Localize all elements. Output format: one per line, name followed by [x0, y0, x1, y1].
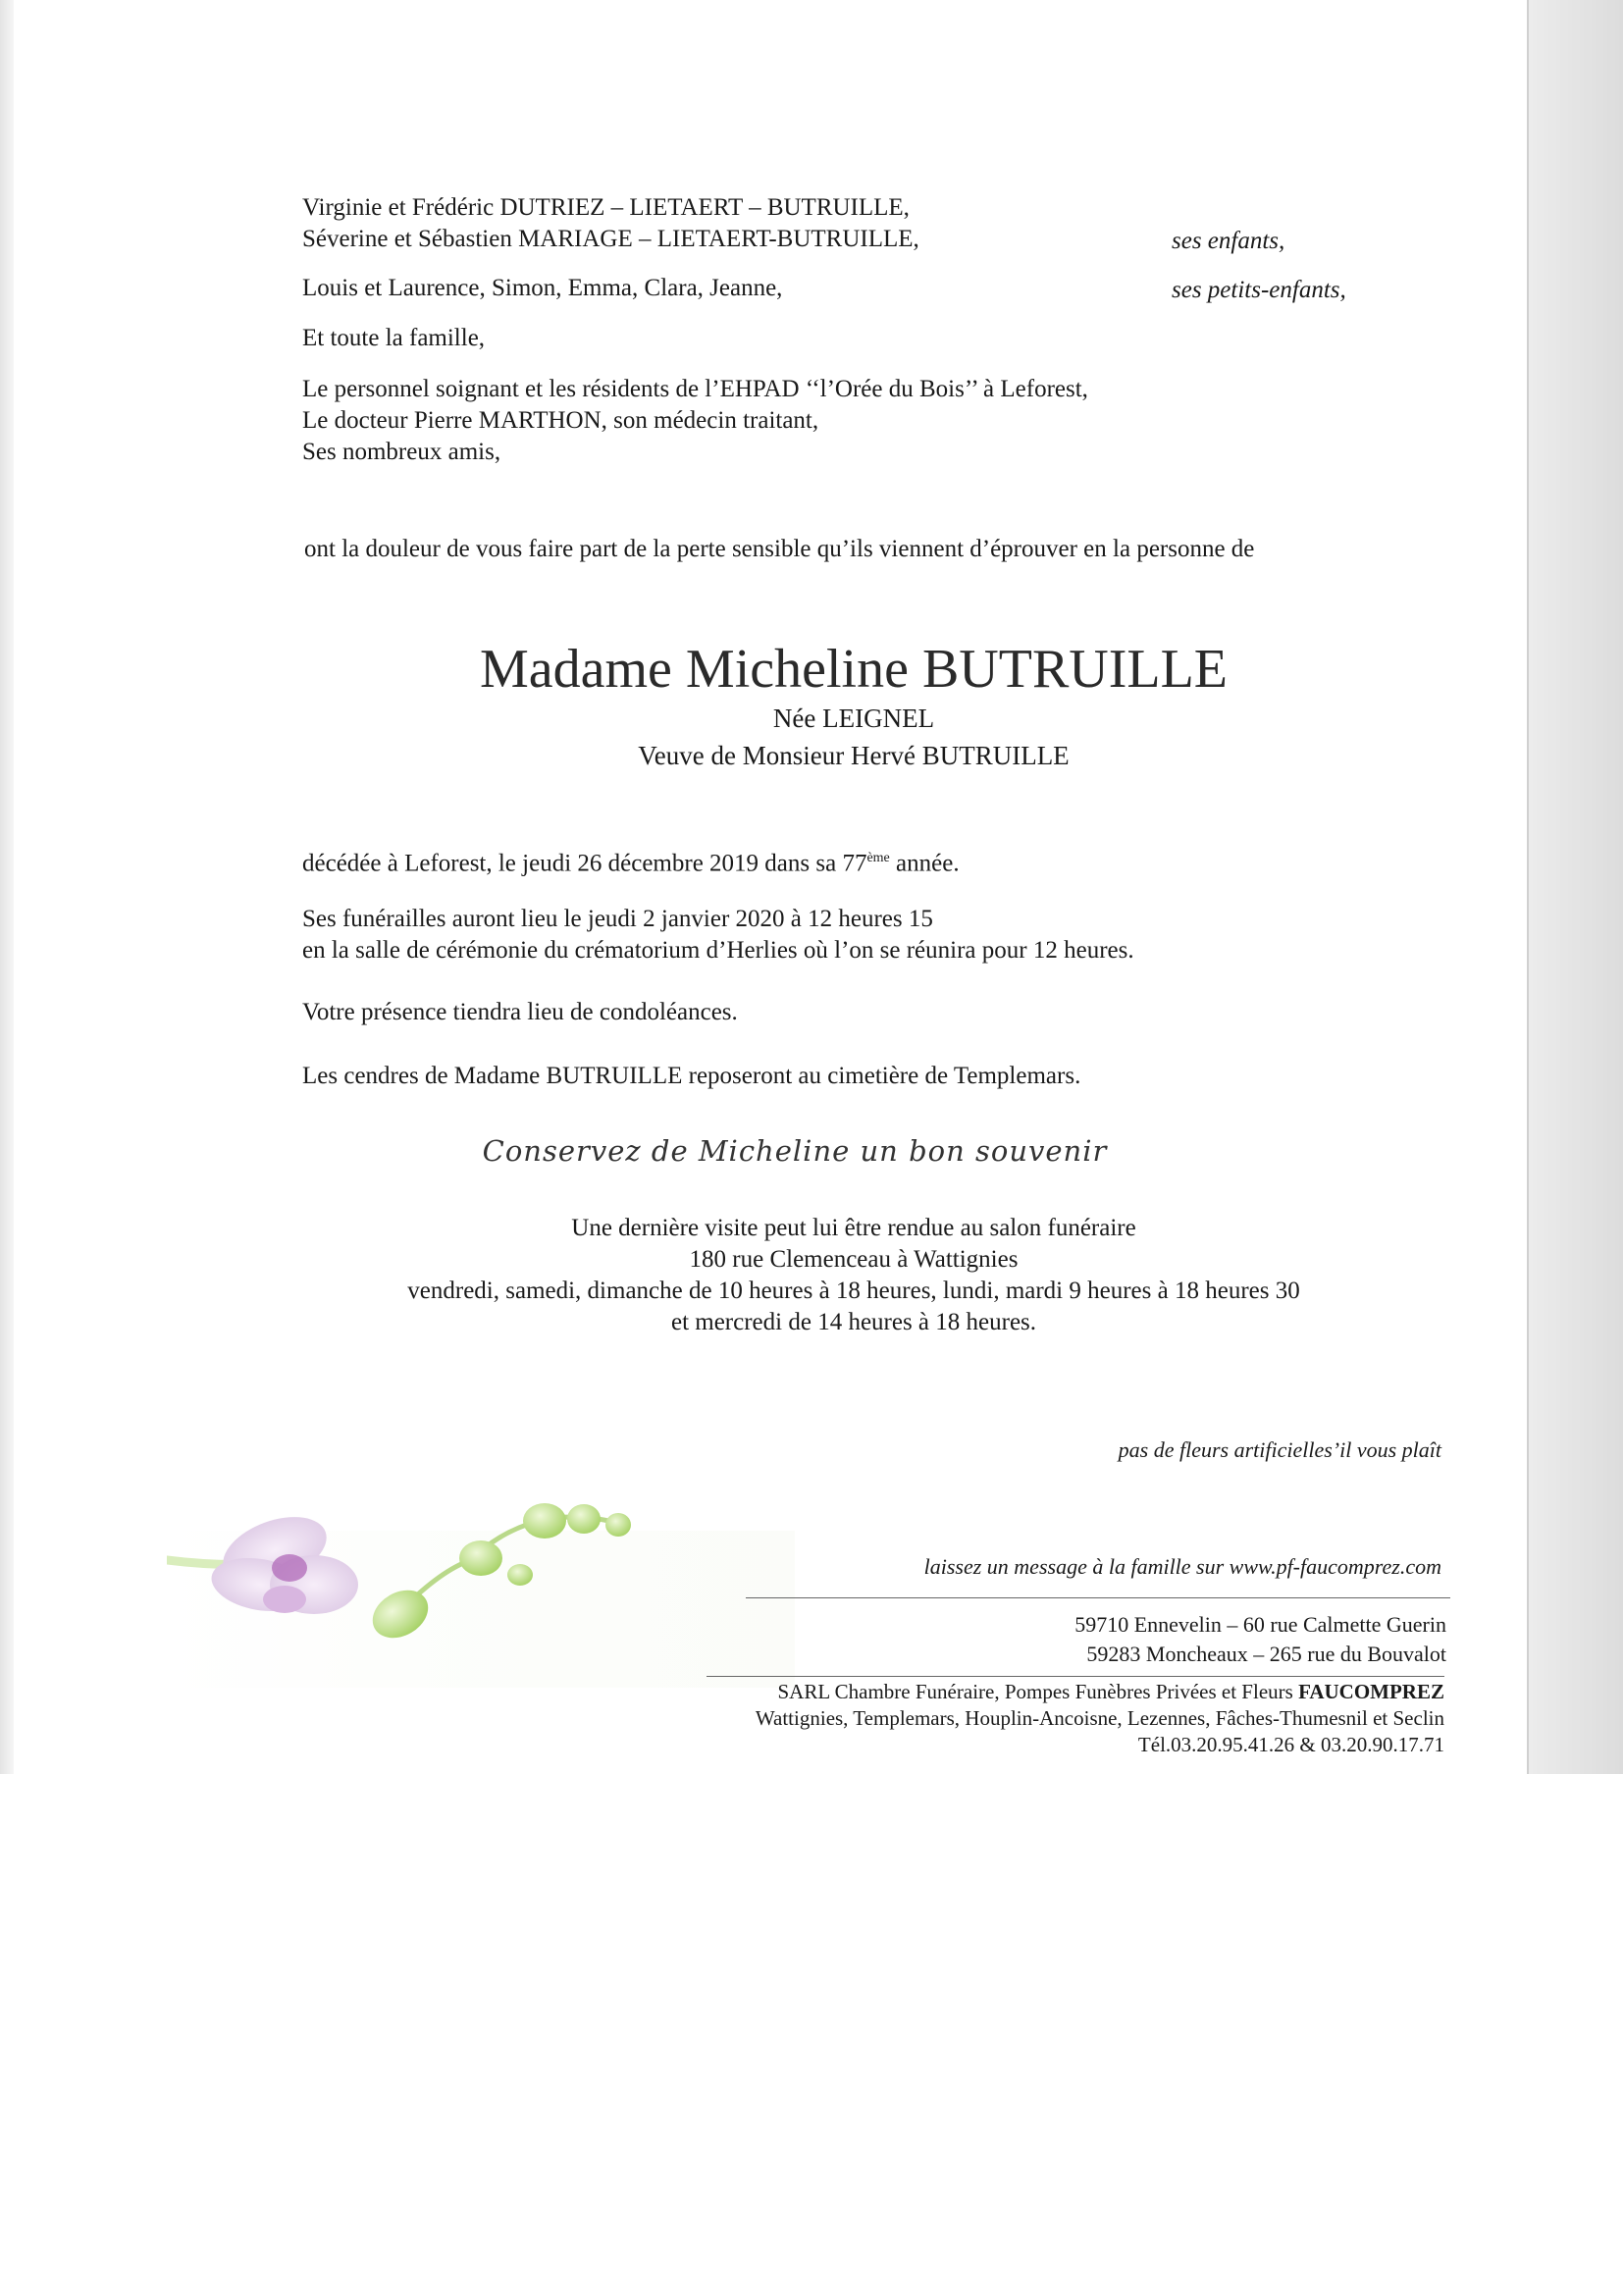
company-description: SARL Chambre Funéraire, Pompes Funèbres Privées et Fleurs	[777, 1680, 1299, 1703]
widow-line: Veuve de Monsieur Hervé BUTRUILLE	[638, 741, 1070, 770]
family-line-2: Séverine et Sébastien MARIAGE – LIETAERT-BUTRUILLE,	[302, 226, 919, 252]
friends-line: Ses nombreux amis,	[302, 439, 501, 465]
address-line-2: 59283 Moncheaux – 265 rue du Bouvalot	[1086, 1642, 1446, 1666]
staff-line: Le personnel soignant et les résidents de l’EHPAD ‘‘l’Orée du Bois’’ à Leforest,	[302, 376, 1088, 402]
family-line-3: Et toute la famille,	[302, 325, 486, 351]
visit-line-3: vendredi, samedi, dimanche de 10 heures à 18 heures, lundi, mardi 9 heures à 18 heures 30	[407, 1278, 1300, 1304]
orchid-decoration-icon	[167, 1491, 795, 1688]
address-line-1: 59710 Ennevelin – 60 rue Calmette Guerin	[1074, 1612, 1446, 1637]
visit-line-1: Une dernière visite peut lui être rendue au salon funéraire	[571, 1215, 1136, 1241]
deceased-name: Madame Micheline BUTRUILLE	[479, 639, 1228, 700]
remembrance-script: Conservez de Micheline un bon souvenir	[482, 1134, 1108, 1168]
announcement-line: ont la douleur de vous faire part de la perte sensible qu’ils viennent d’éprouver en la personne de	[304, 536, 1255, 562]
scan-edge-left	[0, 0, 14, 1774]
ashes-line: Les cendres de Madame BUTRUILLE reposeront au cimetière de Templemars.	[302, 1063, 1081, 1089]
grandchildren-line: Louis et Laurence, Simon, Emma, Clara, Jeanne,	[302, 275, 783, 301]
birth-name: Née LEIGNEL	[772, 704, 935, 733]
flowers-note: pas de fleurs artificielles’il vous plaît	[1118, 1437, 1441, 1462]
doctor-line: Le docteur Pierre MARTHON, son médecin traitant,	[302, 407, 819, 434]
death-suffix: année.	[889, 850, 960, 877]
company-line-1	[778, 1679, 1445, 1705]
message-note: laissez un message à la famille sur www.pf-faucomprez.com	[923, 1554, 1441, 1579]
children-label: ses enfants,	[1172, 228, 1285, 254]
family-line-1: Virginie et Frédéric DUTRIEZ – LIETAERT – BUTRUILLE,	[302, 194, 910, 221]
divider-bottom	[707, 1676, 1444, 1677]
funeral-line-1: Ses funérailles auront lieu le jeudi 2 janvier 2020 à 12 heures 15	[302, 906, 933, 932]
scan-edge-right	[1527, 0, 1623, 1774]
visit-line-2: 180 rue Clemenceau à Wattignies	[689, 1246, 1019, 1273]
blank-area	[0, 1774, 1623, 2296]
company-brand: FAUCOMPREZ	[1298, 1680, 1444, 1703]
funeral-line-2: en la salle de cérémonie du crématorium d’Herlies où l’on se réunira pour 12 heures.	[302, 937, 1134, 964]
death-line	[302, 844, 960, 878]
divider-top	[746, 1597, 1450, 1598]
death-superscript: ème	[866, 851, 890, 865]
grandchildren-label: ses petits-enfants,	[1172, 277, 1346, 303]
death-text: décédée à Leforest, le jeudi 26 décembre 2019 dans sa 77	[302, 850, 867, 877]
condolences-line: Votre présence tiendra lieu de condoléances.	[302, 999, 738, 1025]
company-phone: Tél.03.20.95.41.26 & 03.20.90.17.71	[1137, 1733, 1444, 1756]
visit-line-4: et mercredi de 14 heures à 18 heures.	[670, 1309, 1037, 1335]
company-line-2: Wattignies, Templemars, Houplin-Ancoisne, Lezennes, Fâches-Thumesnil et Seclin	[755, 1706, 1444, 1730]
